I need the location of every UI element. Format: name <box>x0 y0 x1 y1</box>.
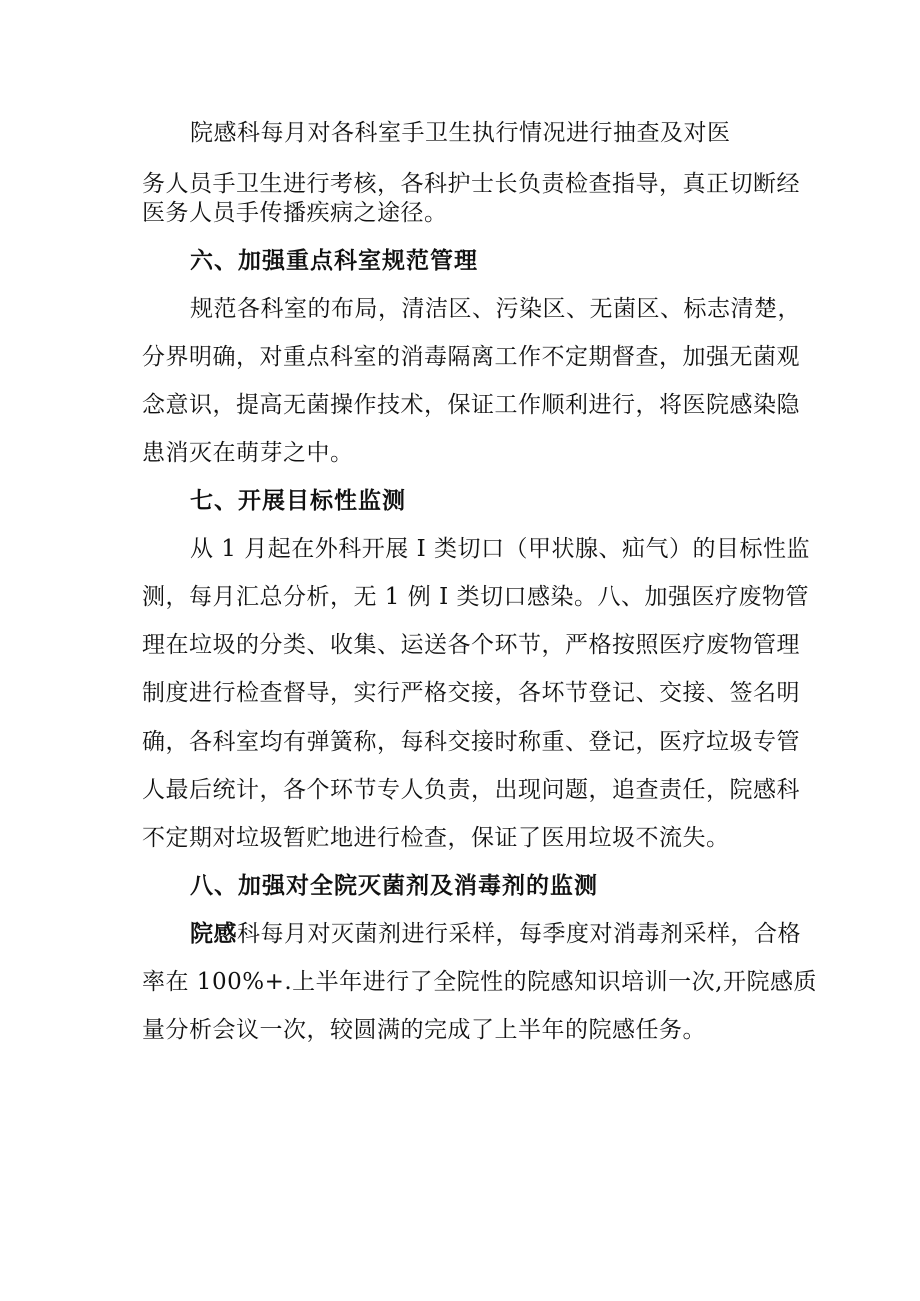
section-8-line-3: 量分析会议一次，较圆满的完成了上半年的院感任务。 <box>142 1017 706 1043</box>
section-7-line: 人最后统计，各个环节专人负责，出现问题，追查责任，院感科 <box>142 777 800 803</box>
section-6-line: 规范各科室的布局，清洁区、污染区、无菌区、标志清楚， <box>190 296 801 322</box>
section-7-line: 测，每月汇总分析，无 1 例 I 类切口感染。八、加强医疗废物管 <box>142 584 809 610</box>
intro-line-2: 务人员手卫生进行考核，各科护士长负责检查指导，真正切断经 <box>142 171 800 197</box>
section-6-line: 分界明确，对重点科室的消毒隔离工作不定期督查，加强无菌观 <box>142 344 800 370</box>
section-7-line: 不定期对垃圾暂贮地进行检查，保证了医用垃圾不流失。 <box>142 825 730 851</box>
section-8-bold-lead: 院感 <box>190 920 237 947</box>
intro-line-3: 医务人员手传播疾病之途径。 <box>142 200 448 226</box>
section-8-line-2: 率在 100%+.上半年进行了全院性的院感知识培训一次,开院感质 <box>142 969 817 995</box>
section-7-line: 理在垃圾的分类、收集、运送各个环节，严格按照医疗废物管理 <box>142 632 800 658</box>
section-7-line: 制度进行检查督导，实行严格交接，各坏节登记、交接、签名明 <box>142 680 800 706</box>
section-8-line-1 <box>190 919 840 949</box>
section-6-line: 念意识，提高无菌操作技术，保证工作顺利进行，将医院感染隐 <box>142 392 800 418</box>
section-8-line-1-rest: 科每月对灭菌剂进行采样，每季度对消毒剂采样，合格 <box>237 921 801 947</box>
section-7-line: 从 1 月起在外科开展 I 类切口（甲状腺、疝气）的目标性监 <box>190 536 810 562</box>
section-8-heading: 八、加强对全院灭菌剂及消毒剂的监测 <box>190 872 598 899</box>
section-7-heading: 七、开展目标性监测 <box>190 487 406 514</box>
section-6-heading: 六、加强重点科室规范管理 <box>190 247 478 274</box>
section-7-line: 确，各科室均有弹簧称，每科交接时称重、登记，医疗垃圾专管 <box>142 729 800 755</box>
intro-line-1: 院感科每月对各科室手卫生执行情况进行抽查及对医 <box>190 120 731 146</box>
section-6-line: 患消灭在萌芽之中。 <box>142 440 354 466</box>
